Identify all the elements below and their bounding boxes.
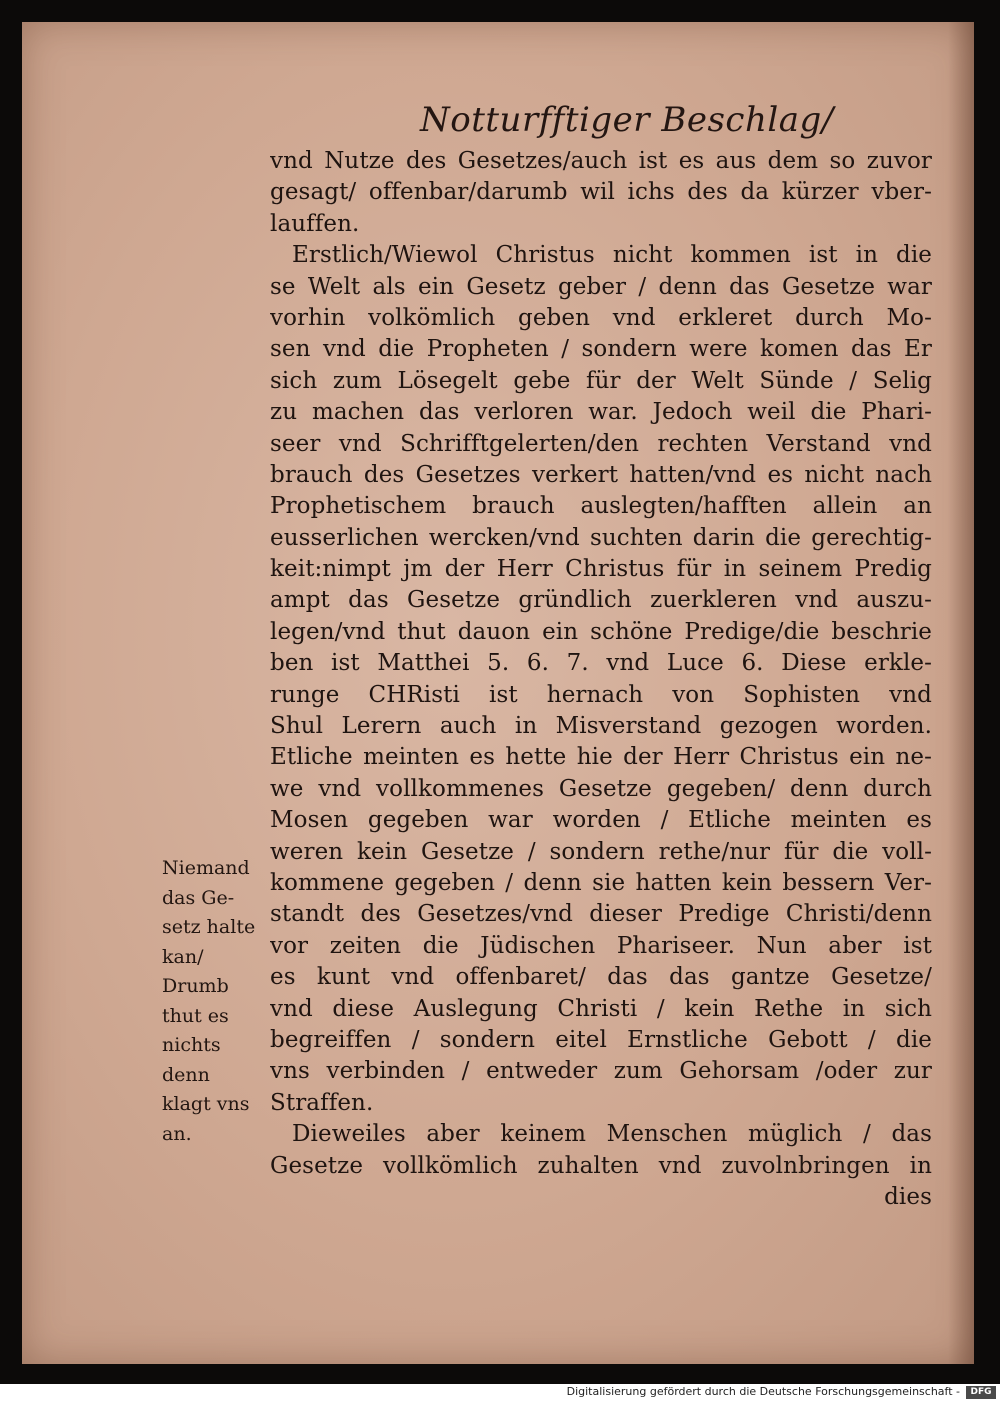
text-line: we vnd vollkommenes Gesetze gegeben/ denn durch: [270, 775, 932, 802]
text-line: Straffen.: [270, 1089, 374, 1116]
margin-note-line: das Ge-: [162, 886, 235, 909]
margin-note-line: nichts: [162, 1034, 221, 1056]
text-line: brauch des Gesetzes verkert hatten/vnd es nicht nach: [270, 461, 932, 488]
main-text-block: [270, 146, 932, 1213]
text-line: vnd Nutze des Gesetzes/auch ist es aus dem so zuvor: [270, 148, 932, 174]
book-page: [22, 22, 974, 1364]
margin-note-line: klagt vns: [162, 1093, 250, 1115]
text-line: seer vnd Schrifftgelerten/den rechten Verstand vnd: [270, 430, 932, 457]
footer-bar: [0, 1384, 1000, 1401]
text-line: legen/vnd thut dauon ein schöne Predige/die beschrie: [270, 618, 932, 645]
text-line: runge CHRisti ist hernach von Sophisten vnd: [270, 681, 932, 708]
text-line: vnd diese Auslegung Christi / kein Rethe in sich: [270, 995, 932, 1022]
margin-note: [162, 854, 272, 1149]
text-line: sich zum Lösegelt gebe für der Welt Sünde / Selig: [270, 367, 932, 394]
text-line: vns verbinden / entweder zum Gehorsam /oder zur: [270, 1058, 932, 1085]
margin-note-line: kan/: [162, 945, 204, 968]
text-line: keit:nimpt jm der Herr Christus für in seinem Predig: [270, 556, 932, 583]
dfg-logo: DFG: [966, 1386, 996, 1399]
catchword: dies: [884, 1183, 932, 1210]
page-edge-shadow: [948, 22, 974, 1364]
text-line: Erstlich/Wiewol Christus nicht kommen ist in die: [292, 242, 932, 269]
text-line: begreiffen / sondern eitel Ernstliche Gebott / die: [270, 1026, 932, 1053]
text-line: ben ist Matthei 5. 6. 7. vnd Luce 6. Diese erkle-: [270, 650, 932, 677]
margin-note-line: Drumb: [162, 975, 229, 997]
text-line: vorhin volkömlich geben vnd erkleret durch Mo-: [270, 304, 932, 331]
text-line: sen vnd die Propheten / sondern were komen das Er: [270, 336, 932, 363]
text-line: lauffen.: [270, 210, 360, 237]
margin-note-line: an.: [162, 1122, 192, 1145]
running-head: Notturfftiger Beschlag/: [420, 100, 834, 140]
text-line: Shul Lerern auch in Misverstand gezogen worden.: [270, 713, 932, 740]
text-line: gesagt/ offenbar/darumb wil ichs des da kürzer vber-: [270, 179, 932, 206]
text-line: es kunt vnd offenbaret/ das das gantze Gesetze/: [270, 964, 932, 991]
text-line: kommene gegeben / denn sie hatten kein bessern Ver-: [270, 869, 932, 896]
funding-credit: Digitalisierung gefördert durch die Deutsche Forschungsgemeinschaft -: [566, 1385, 960, 1398]
text-line: vor zeiten die Jüdischen Phariseer. Nun aber ist: [270, 932, 932, 959]
text-line: weren kein Gesetze / sondern rethe/nur für die voll-: [270, 838, 932, 865]
margin-note-line: setz halte: [162, 916, 256, 938]
text-line: ampt das Gesetze gründlich zuerkleren vnd auszu-: [270, 587, 932, 614]
text-line: Etliche meinten es hette hie der Herr Christus ein ne-: [270, 744, 932, 771]
text-line: zu machen das verloren war. Jedoch weil die Phari-: [270, 399, 932, 426]
text-line: Gesetze vollkömlich zuhalten vnd zuvolnbringen in: [270, 1152, 932, 1179]
text-line: eusserlichen wercken/vnd suchten darin die gerechtig-: [270, 524, 932, 551]
margin-note-line: denn: [162, 1063, 210, 1086]
text-line: Prophetischem brauch auslegten/hafften allein an: [270, 493, 932, 520]
text-line: standt des Gesetzes/vnd dieser Predige Christi/denn: [270, 901, 932, 928]
margin-note-line: thut es: [162, 1004, 229, 1027]
text-line: Dieweiles aber keinem Menschen müglich / das: [292, 1121, 932, 1148]
margin-note-line: Niemand: [162, 857, 250, 879]
text-line: Mosen gegeben war worden / Etliche meinten es: [270, 807, 932, 834]
text-line: se Welt als ein Gesetz geber / denn das Gesetze war: [270, 273, 932, 300]
